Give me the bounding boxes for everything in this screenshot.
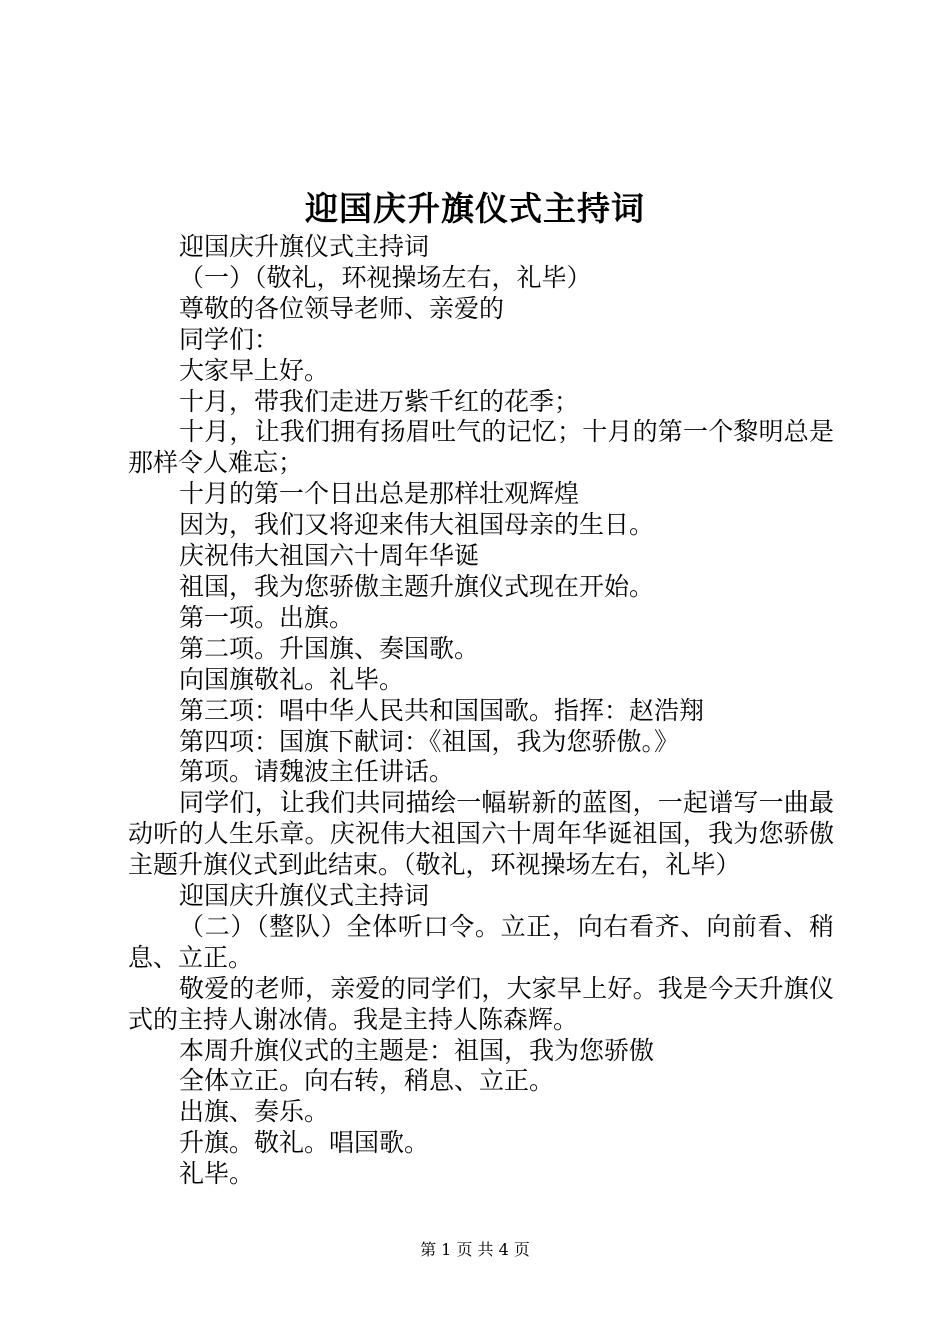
- paragraph: 庆祝伟大祖国六十周年华诞: [179, 541, 480, 571]
- document-title: 迎国庆升旗仪式主持词: [305, 189, 645, 228]
- paragraph: 大家早上好。: [179, 355, 330, 385]
- paragraph: 同学们：: [179, 324, 280, 354]
- document-body: [128, 232, 834, 1190]
- paragraph: 第四项：国旗下献词：《祖国，我为您骄傲。》: [179, 726, 680, 756]
- paragraph: 全体立正。向右转，稍息、立正。: [179, 1066, 555, 1096]
- paragraph: 十月，带我们走进万紫千红的花季；: [179, 386, 580, 416]
- paragraph: 第二项。升国旗、奏国歌。: [179, 633, 480, 663]
- paragraph: 第一项。出旗。: [179, 602, 355, 632]
- paragraph: 礼毕。: [179, 1159, 255, 1189]
- paragraph: 升旗。敬礼。唱国歌。: [179, 1128, 430, 1158]
- paragraph: 敬爱的老师，亲爱的同学们，大家早上好。我是今天升旗仪式的主持人谢冰倩。我是主持人陈森辉。: [128, 973, 834, 1034]
- paragraph: 十月的第一个日出总是那样壮观辉煌: [179, 479, 580, 509]
- page-footer: 第 1 页 共 4 页: [420, 1240, 530, 1259]
- paragraph: （二）（整队）全体听口令。立正，向右看齐、向前看、稍息、立正。: [128, 911, 834, 972]
- paragraph: 因为，我们又将迎来伟大祖国母亲的生日。: [179, 510, 655, 540]
- paragraph: 本周升旗仪式的主题是：祖国，我为您骄傲: [179, 1035, 655, 1065]
- paragraph: 向国旗敬礼。礼毕。: [179, 664, 405, 694]
- paragraph: 迎国庆升旗仪式主持词: [179, 881, 430, 911]
- paragraph: 祖国，我为您骄傲主题升旗仪式现在开始。: [179, 571, 655, 601]
- paragraph: 同学们，让我们共同描绘一幅崭新的蓝图，一起谱写一曲最动听的人生乐章。庆祝伟大祖国六十周年华诞祖国，我为您骄傲主题升旗仪式到此结束。（敬礼，环视操场左右，礼毕）: [128, 788, 834, 880]
- paragraph: 出旗、奏乐。: [179, 1097, 330, 1127]
- paragraph: 第三项：唱中华人民共和国国歌。指挥：赵浩翔: [179, 695, 705, 725]
- paragraph: 迎国庆升旗仪式主持词: [179, 232, 430, 261]
- paragraph: （一）（敬礼，环视操场左右，礼毕）: [179, 262, 592, 292]
- paragraph: 十月，让我们拥有扬眉吐气的记忆；十月的第一个黎明总是那样令人难忘；: [128, 417, 834, 478]
- paragraph: 尊敬的各位领导老师、亲爱的: [179, 293, 505, 323]
- paragraph: 第项。请魏波主任讲话。: [179, 757, 455, 787]
